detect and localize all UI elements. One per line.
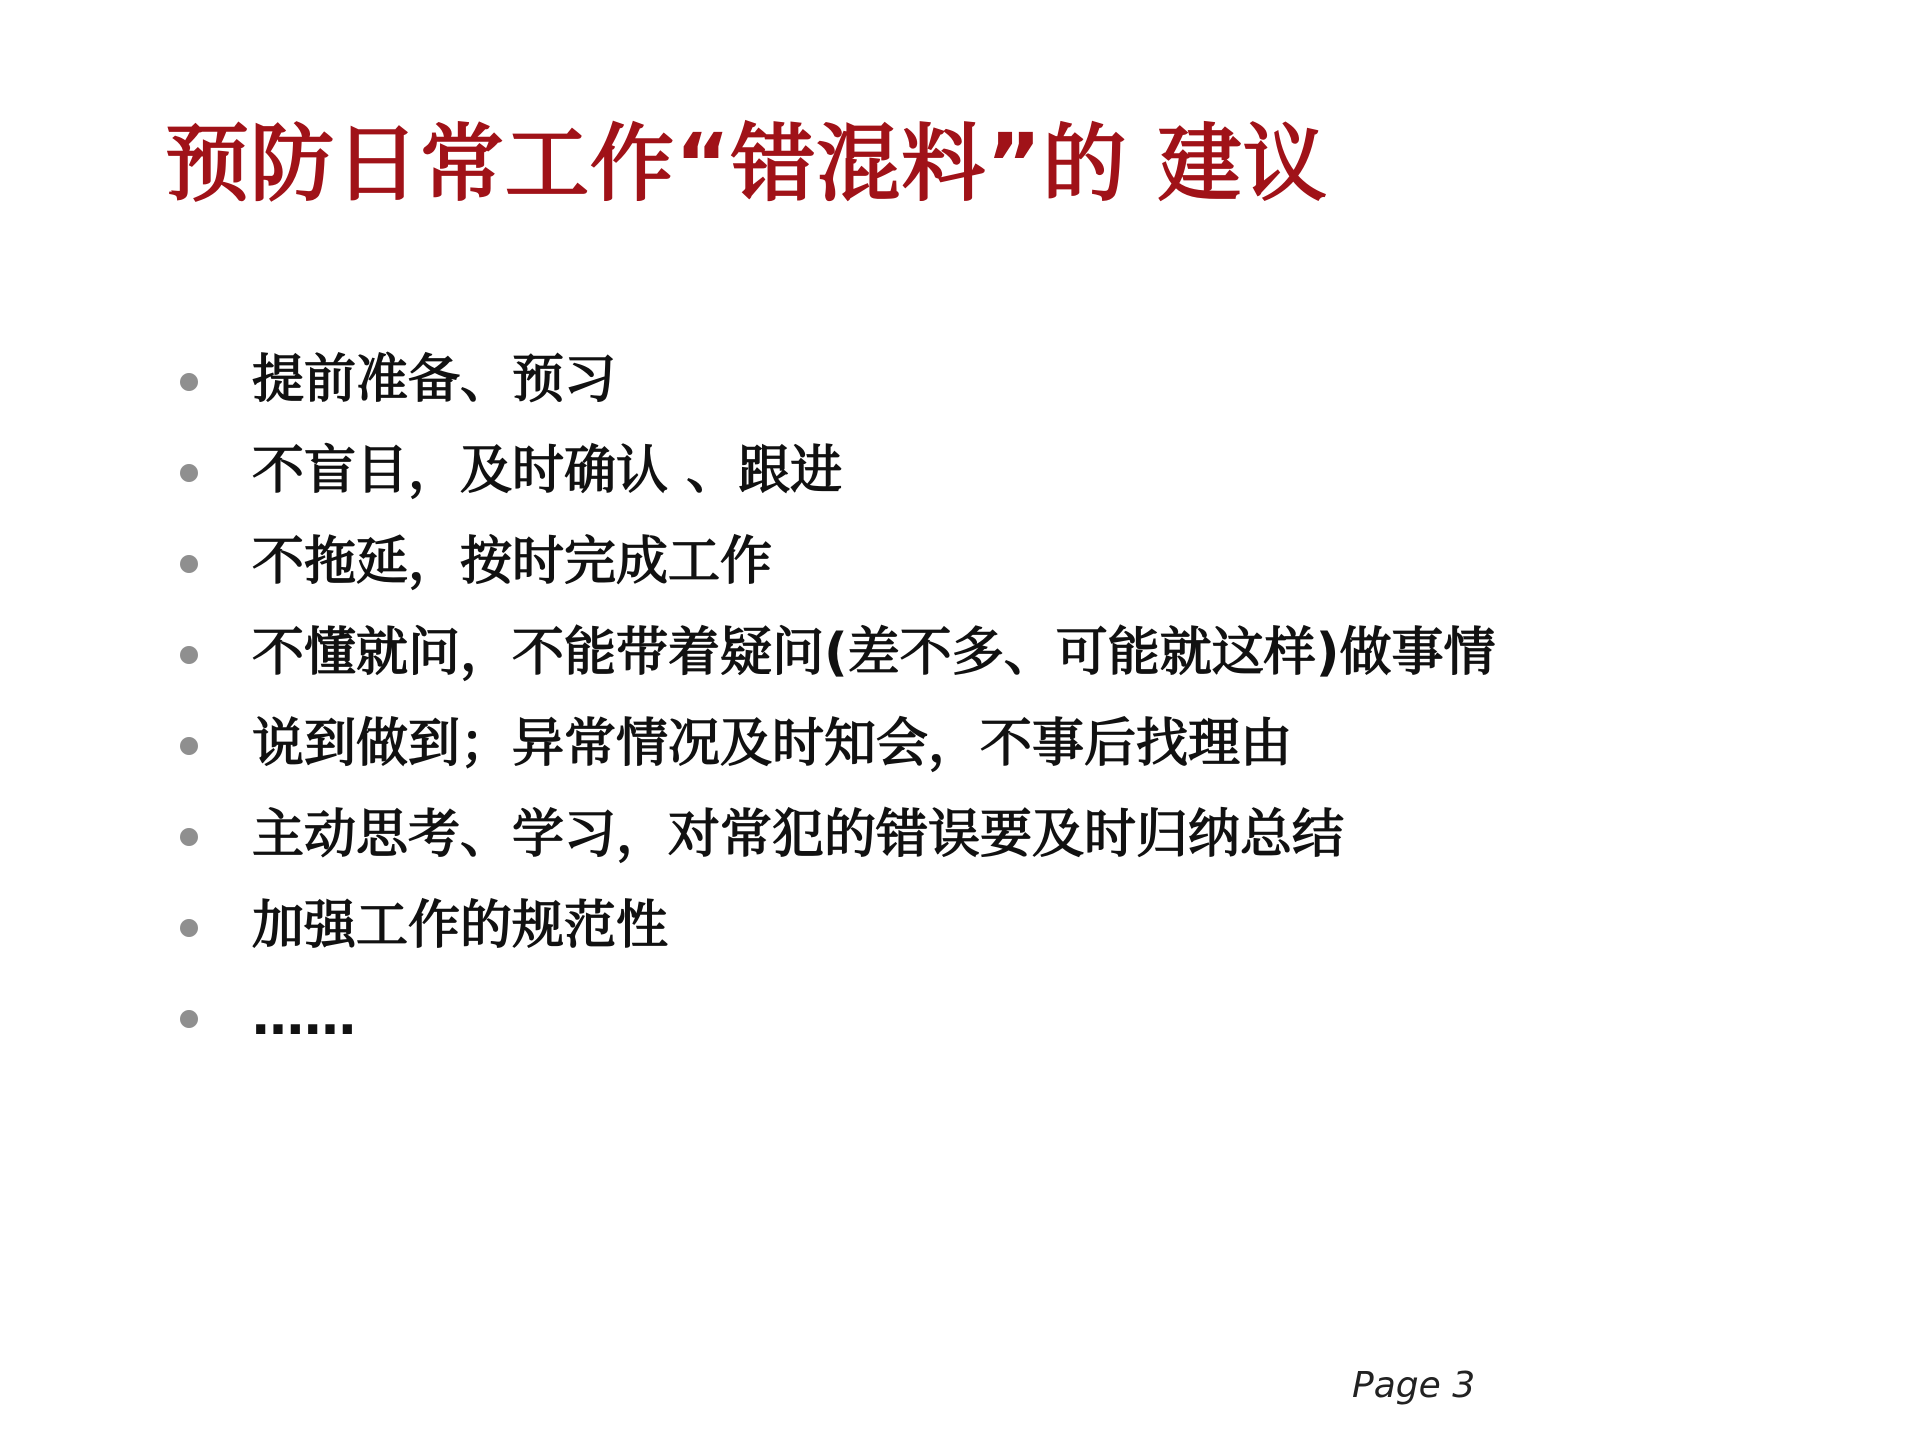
bullet-text: 主动思考、学习，对常犯的错误要及时归纳总结 xyxy=(252,805,1345,865)
bullet-dot-icon xyxy=(180,737,198,755)
bullet-item xyxy=(180,982,1680,1052)
bullet-item xyxy=(180,436,1680,506)
page-number: Page 3 xyxy=(1352,1365,1476,1406)
bullet-dot-icon xyxy=(180,828,198,846)
bullet-text: 不拖延，按时完成工作 xyxy=(252,532,773,592)
bullet-dot-icon xyxy=(180,919,198,937)
bullet-item xyxy=(180,618,1680,688)
bullet-item xyxy=(180,527,1680,597)
bullet-item xyxy=(180,345,1680,415)
bullet-item xyxy=(180,709,1680,779)
bullet-text: 不盲目，及时确认 、跟进 xyxy=(252,441,843,501)
bullet-text: 提前准备、预习 xyxy=(252,350,617,410)
bullet-dot-icon xyxy=(180,555,198,573)
slide-title: 预防日常工作“错混料”的 建议 xyxy=(165,115,1328,213)
bullet-item xyxy=(180,800,1680,870)
bullet-text: 加强工作的规范性 xyxy=(252,896,669,956)
bullet-dot-icon xyxy=(180,464,198,482)
bullet-text: …… xyxy=(252,987,356,1047)
bullet-dot-icon xyxy=(180,646,198,664)
bullet-dot-icon xyxy=(180,1010,198,1028)
bullet-text: 不懂就问，不能带着疑问(差不多、可能就这样)做事情 xyxy=(252,623,1496,683)
bullet-text: 说到做到；异常情况及时知会，不事后找理由 xyxy=(252,714,1293,774)
bullet-dot-icon xyxy=(180,373,198,391)
bullet-item xyxy=(180,891,1680,961)
